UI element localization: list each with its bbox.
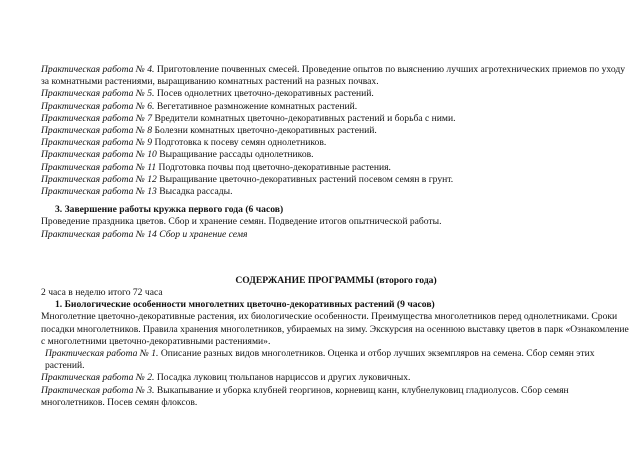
practical-work-y2-2 [41, 372, 631, 384]
practical-work-4 [41, 64, 631, 88]
practical-work-7 [41, 113, 631, 125]
section3-practical: Практическая работа № 14 Сбор и хранение семя [41, 228, 248, 240]
practical-work-y2-3 [41, 385, 631, 409]
practical-label: Практическая работа № 13 [41, 186, 157, 198]
practical-text: Выращивание цветочно-декоративных растений посевом семян в грунт. [156, 173, 454, 185]
practical-text: Посадка луковиц тюльпанов нарциссов и других луковичных. [154, 372, 411, 384]
practical-label: Практическая работа № 8 [41, 125, 153, 137]
practical-work-y2-1 [41, 348, 631, 372]
practical-work-6 [41, 101, 631, 113]
practical-work-12 [41, 174, 631, 186]
practical-text: Выкапывание и уборка клубней георгинов, корневищ канн, клубнелуковиц гладиолусов. Сбор семян многолетников. Посев семян флоксов. [41, 384, 569, 408]
practical-text: Описание разных видов многолетников. Оценка и отбор лучших экземпляров на семена. Сбор семян этих растений. [45, 348, 595, 372]
practical-text: Болезни комнатных цветочно-декоративных растений. [152, 125, 377, 137]
section1-text: Многолетние цветочно-декоративные растения, их биологические особенности. Преимущества многолетников перед однолетниками. Сроки посадки многолетников. Правила хранения многолетников, убираемых на зиму. Экскурсия на осеннюю выставку цветов в парк «Ознакомление с многолетними цветочно-декоративными растениями». [41, 311, 629, 347]
practical-label: Практическая работа № 1. [45, 348, 159, 360]
practical-label: Практическая работа № 5. [41, 88, 155, 100]
practical-text: Выращивание рассады однолетников. [156, 149, 314, 161]
document-page [41, 64, 631, 409]
practical-label: Практическая работа № 11 [41, 161, 157, 173]
practical-label: Практическая работа № 4. [41, 64, 155, 75]
hours-note: 2 часа в неделю итого 72 часа [41, 287, 163, 299]
practical-work-11 [41, 162, 631, 174]
practical-label: Практическая работа № 7 [41, 112, 153, 124]
practical-text: Приготовление почвенных смесей. Проведение опытов по выяснению лучших агротехнических приемов по уходу за комнатными растениями, выращиванию комнатных растений на разных почвах. [41, 64, 626, 88]
section3-heading: 3. Завершение работы кружка первого года (6 часов) [55, 204, 284, 216]
practical-label: Практическая работа № 6. [41, 100, 155, 112]
practical-work-10 [41, 149, 631, 161]
practical-text: Подготовка почвы под цветочно-декоративные растения. [156, 161, 391, 173]
practical-label: Практическая работа № 9 [41, 137, 153, 149]
practical-label: Практическая работа № 3. [41, 384, 155, 396]
practical-label: Практическая работа № 10 [41, 149, 157, 161]
practical-text: Посев однолетних цветочно-декоративных растений. [154, 88, 374, 100]
practical-text: Подготовка к посеву семян однолетников. [152, 137, 327, 149]
practical-text: Вредители комнатных цветочно-декоративных растений и борьба с ними. [152, 112, 456, 124]
practical-work-9 [41, 137, 631, 149]
practical-work-5 [41, 88, 631, 100]
practical-text: Вегетативное размножение комнатных растений. [154, 100, 358, 112]
section1-heading: 1. Биологические особенности многолетних цветочно-декоративных растений (9 часов) [55, 299, 435, 311]
section3-text: Проведение праздника цветов. Сбор и хранение семян. Подведение итогов опытнической работы. [41, 216, 442, 228]
practical-work-13 [41, 186, 631, 198]
practical-work-8 [41, 125, 631, 137]
practical-label: Практическая работа № 12 [41, 173, 157, 185]
practical-label: Практическая работа № 2. [41, 372, 155, 384]
program-title: СОДЕРЖАНИЕ ПРОГРАММЫ (второго года) [235, 274, 437, 286]
practical-text: Высадка рассады. [156, 186, 233, 198]
